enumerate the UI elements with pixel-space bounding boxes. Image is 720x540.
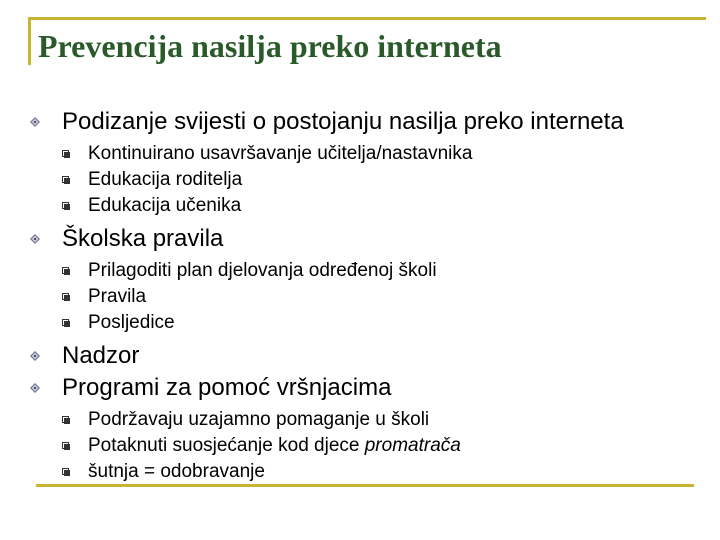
square-bullet-icon [62,468,70,476]
square-bullet-icon [62,442,70,450]
sub-bullet-text: Posljedice [88,312,175,333]
sub-bullet-item [0,284,720,310]
sub-bullet-text-prefix: Potaknuti suosjećanje kod djece [88,435,365,456]
diamond-bullet-icon [30,351,40,361]
bullet-list [0,106,720,485]
square-bullet-icon [62,267,70,275]
frame-top-line [28,17,706,20]
square-bullet-icon [62,202,70,210]
sub-bullet-item [0,433,720,459]
frame-bottom-line [36,484,694,487]
sub-bullet-text: Edukacija učenika [88,195,242,216]
square-bullet-icon [62,319,70,327]
sub-bullet-item [0,141,720,167]
sub-bullet-text [88,433,461,459]
sub-bullet-text: Podržavaju uzajamno pomaganje u školi [88,409,430,430]
sub-bullet-text: Edukacija roditelja [88,169,243,190]
square-bullet-icon [62,150,70,158]
bullet-text: Nadzor [62,342,140,369]
sub-bullet-item [0,310,720,336]
bullet-item-supervision [0,340,720,372]
sub-bullet-text-emphasis: promatrača [364,435,461,456]
square-bullet-icon [62,293,70,301]
sub-bullet-text: Kontinuirano usavršavanje učitelja/nastavnika [88,143,473,164]
diamond-bullet-icon [30,117,40,127]
bullet-item-school-rules [0,223,720,255]
bullet-item-peer-programs [0,372,720,404]
sub-bullet-item [0,258,720,284]
frame-left-line [28,17,31,65]
sub-bullet-item [0,167,720,193]
square-bullet-icon [62,176,70,184]
sub-bullet-item [0,459,720,485]
sub-bullet-item [0,407,720,433]
bullet-item-awareness [0,106,720,138]
sub-bullet-item [0,193,720,219]
bullet-text: Programi za pomoć vršnjacima [62,374,392,401]
sub-bullet-text: Pravila [88,286,147,307]
sub-bullet-text: Prilagoditi plan djelovanja određenoj školi [88,260,437,281]
diamond-bullet-icon [30,234,40,244]
square-bullet-icon [62,416,70,424]
sub-bullet-text: šutnja = odobravanje [88,461,265,482]
diamond-bullet-icon [30,383,40,393]
slide-title: Prevencija nasilja preko interneta [38,28,502,64]
bullet-text: Školska pravila [62,225,224,252]
bullet-text: Podizanje svijesti o postojanju nasilja preko interneta [62,108,624,135]
